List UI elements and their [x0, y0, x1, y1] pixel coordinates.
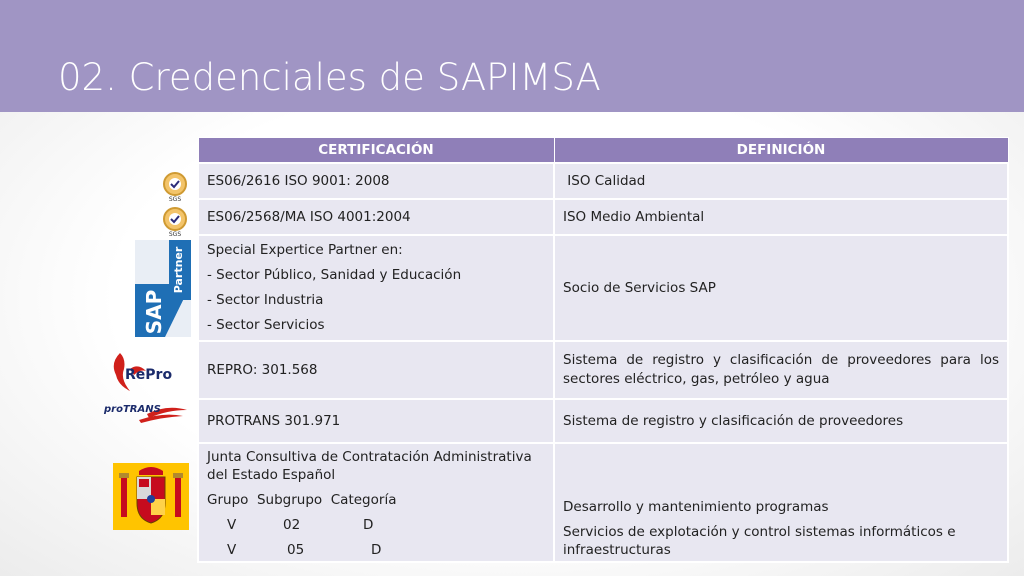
cert-line: Junta Consultiva de Contratación Administrativa del Estado Español — [207, 449, 532, 483]
sap-label: SAP — [142, 289, 166, 335]
grupo-value: V — [227, 542, 237, 558]
def-cell: Sistema de registro y clasificación de proveedores para los sectores eléctrico, gas, petróleo y agua — [554, 341, 1008, 399]
group-row — [207, 541, 545, 559]
cert-line: Grupo Subgrupo Categoría — [207, 492, 397, 508]
def-cell: ISO Medio Ambiental — [554, 199, 1008, 235]
protrans-label: proTRANS — [104, 404, 161, 415]
sgs-label: SGS — [168, 196, 182, 203]
table-row — [198, 399, 1008, 443]
group-row — [207, 516, 545, 534]
table-row — [198, 443, 1008, 562]
cert-cell: ES06/2568/MA ISO 4001:2004 — [198, 199, 554, 235]
table-row — [198, 163, 1008, 199]
cert-cell — [198, 443, 554, 562]
cert-line: - Sector Servicios — [207, 317, 325, 333]
subgrupo-value: 02 — [283, 517, 301, 533]
credentials-table — [197, 137, 1009, 563]
repro-logo — [108, 349, 186, 395]
spain-coat-of-arms-logo — [113, 463, 189, 530]
slide-title: 02. Credenciales de SAPIMSA — [58, 56, 601, 99]
sgs-iso9001-logo — [159, 171, 191, 203]
table-row — [198, 341, 1008, 399]
column-header-definicion: DEFINICIÓN — [554, 138, 1008, 164]
sap-partner-logo — [135, 240, 191, 337]
sgs-label: SGS — [168, 231, 182, 238]
cert-line: - Sector Público, Sanidad y Educación — [207, 267, 462, 283]
cert-cell: REPRO: 301.568 — [198, 341, 554, 399]
categoria-value: D — [363, 517, 374, 533]
column-header-certificacion: CERTIFICACIÓN — [198, 138, 554, 164]
subgrupo-value: 05 — [287, 542, 305, 558]
def-cell — [554, 443, 1008, 562]
cert-line: - Sector Industria — [207, 292, 324, 308]
repro-label: RePro — [125, 367, 173, 383]
grupo-value: V — [227, 517, 237, 533]
def-cell: Socio de Servicios SAP — [554, 235, 1008, 341]
table-row — [198, 199, 1008, 235]
cert-line: Special Expertice Partner en: — [207, 242, 403, 258]
def-line: Desarrollo y mantenimiento programas — [563, 499, 829, 515]
table-row — [198, 235, 1008, 341]
protrans-logo — [103, 400, 187, 424]
cert-cell: ES06/2616 ISO 9001: 2008 — [198, 163, 554, 199]
def-cell: ISO Calidad — [554, 163, 1008, 199]
cert-cell — [198, 235, 554, 341]
def-line: Servicios de explotación y control sistemas informáticos e infraestructuras — [563, 524, 956, 558]
sgs-iso14001-logo — [159, 206, 191, 238]
table-header-row — [198, 138, 1008, 164]
categoria-value: D — [371, 542, 382, 558]
def-cell: Sistema de registro y clasificación de proveedores — [554, 399, 1008, 443]
sap-partner-label: Partner — [172, 246, 185, 294]
cert-cell: PROTRANS 301.971 — [198, 399, 554, 443]
